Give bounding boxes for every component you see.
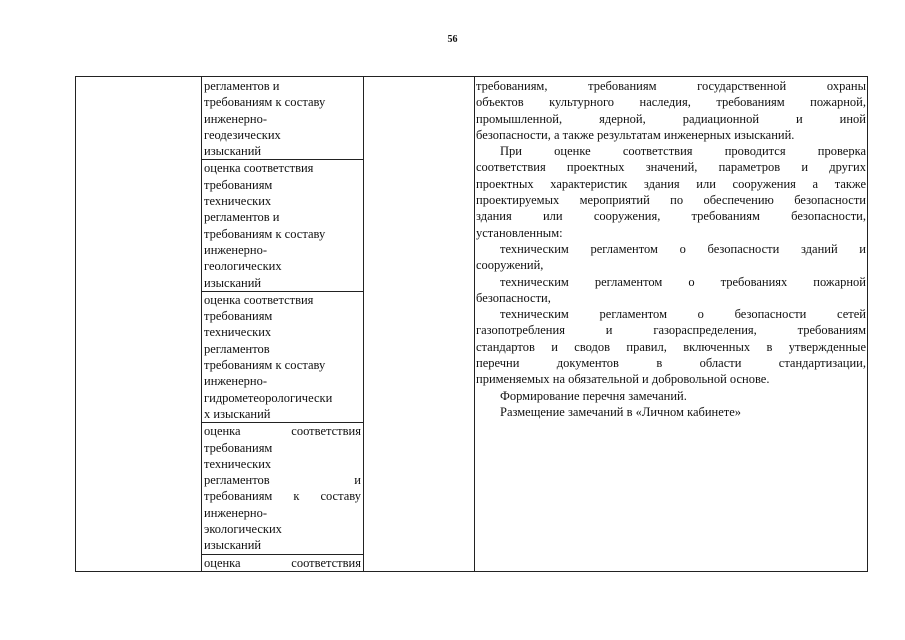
cell-line: оценка соответствия xyxy=(204,555,361,570)
column-divider xyxy=(474,77,475,571)
text-line: Размещение замечаний в «Личном кабинете» xyxy=(500,404,742,419)
table-cell-hydrometeorological xyxy=(202,292,363,423)
cell-line: инженерно- xyxy=(204,242,267,257)
cell-line: х изысканий xyxy=(204,406,271,421)
text-line: объектов культурного наследия, требованиям пожарной, xyxy=(476,95,866,110)
cell-line: экологических xyxy=(204,522,282,537)
cell-line: инженерно- xyxy=(204,374,267,389)
cell-line: оценка соответствия xyxy=(204,161,314,176)
text-line: проектируемых мероприятий по обеспечению безопасности xyxy=(476,193,866,208)
cell-line: геодезических xyxy=(204,127,281,142)
text-line: сооружений, xyxy=(476,258,544,273)
cell-line: изысканий xyxy=(204,144,262,159)
text-line: стандартов и сводов правил, включенных в утвержденные xyxy=(476,339,866,354)
text-line: техническим регламентом о безопасности зданий и xyxy=(500,241,866,256)
text-line: безопасности, xyxy=(476,290,551,305)
table-cell-geodetic xyxy=(202,78,363,160)
cell-line: требованиям к составу xyxy=(204,489,361,504)
procedure-text-column xyxy=(476,78,866,420)
text-line: проектных характеристик здания или сооружения а также xyxy=(476,176,866,191)
cell-line: инженерно- xyxy=(204,111,267,126)
table-cell-continued xyxy=(202,555,363,571)
table-cell-ecological xyxy=(202,423,363,554)
cell-line: технических xyxy=(204,194,272,209)
text-line: безопасности, а также результатам инженерных изысканий. xyxy=(476,127,795,142)
cell-line: регламентов и xyxy=(204,473,361,488)
text-line: При оценке соответствия проводится проверка xyxy=(500,144,866,159)
text-line: промышленной, ядерной, радиационной и иной xyxy=(476,111,866,126)
cell-line: гидрометеорологически xyxy=(204,390,333,405)
cell-line: изысканий xyxy=(204,275,262,290)
cell-line: требованиям xyxy=(204,440,273,455)
text-line: требованиям, требованиям государственной охраны xyxy=(476,79,866,93)
cell-line: требованиям к составу xyxy=(204,358,326,373)
cell-line: технических xyxy=(204,325,272,340)
cell-line: регламентов и xyxy=(204,210,280,225)
cell-line: требованиям к составу xyxy=(204,95,326,110)
cell-line: требованиям к составу xyxy=(204,226,326,241)
cell-line: оценка соответствия xyxy=(204,292,314,307)
text-line: перечни документов в области стандартизации, xyxy=(476,356,866,371)
text-line: применяемых на обязательной и добровольной основе. xyxy=(476,372,770,387)
text-line: здания или сооружения, требованиям безопасности, xyxy=(476,209,866,224)
requirements-table xyxy=(75,76,868,572)
page-number: 56 xyxy=(447,34,458,45)
cell-line: регламентов и xyxy=(204,79,280,93)
cell-line: регламентов xyxy=(204,341,270,356)
cell-line: изысканий xyxy=(204,538,262,553)
text-line: техническим регламентом о безопасности сетей xyxy=(500,307,866,322)
column-divider xyxy=(363,77,364,571)
text-line: техническим регламентом о требованиях пожарной xyxy=(500,274,866,289)
cell-line: инженерно- xyxy=(204,505,267,520)
table-cell-geological xyxy=(202,160,363,291)
cell-line: технических xyxy=(204,456,272,471)
cell-line: требованиям xyxy=(204,177,273,192)
cell-line: геологических xyxy=(204,259,282,274)
text-line: установленным: xyxy=(476,225,563,240)
cell-line: оценка соответствия xyxy=(204,424,361,439)
text-line: газопотребления и газораспределения, требованиям xyxy=(476,323,866,338)
text-line: соответствия проектных значений, параметров и других xyxy=(476,160,866,175)
text-line: Формирование перечня замечаний. xyxy=(500,388,687,403)
assessment-column xyxy=(202,78,363,571)
cell-line: требованиям xyxy=(204,309,273,324)
